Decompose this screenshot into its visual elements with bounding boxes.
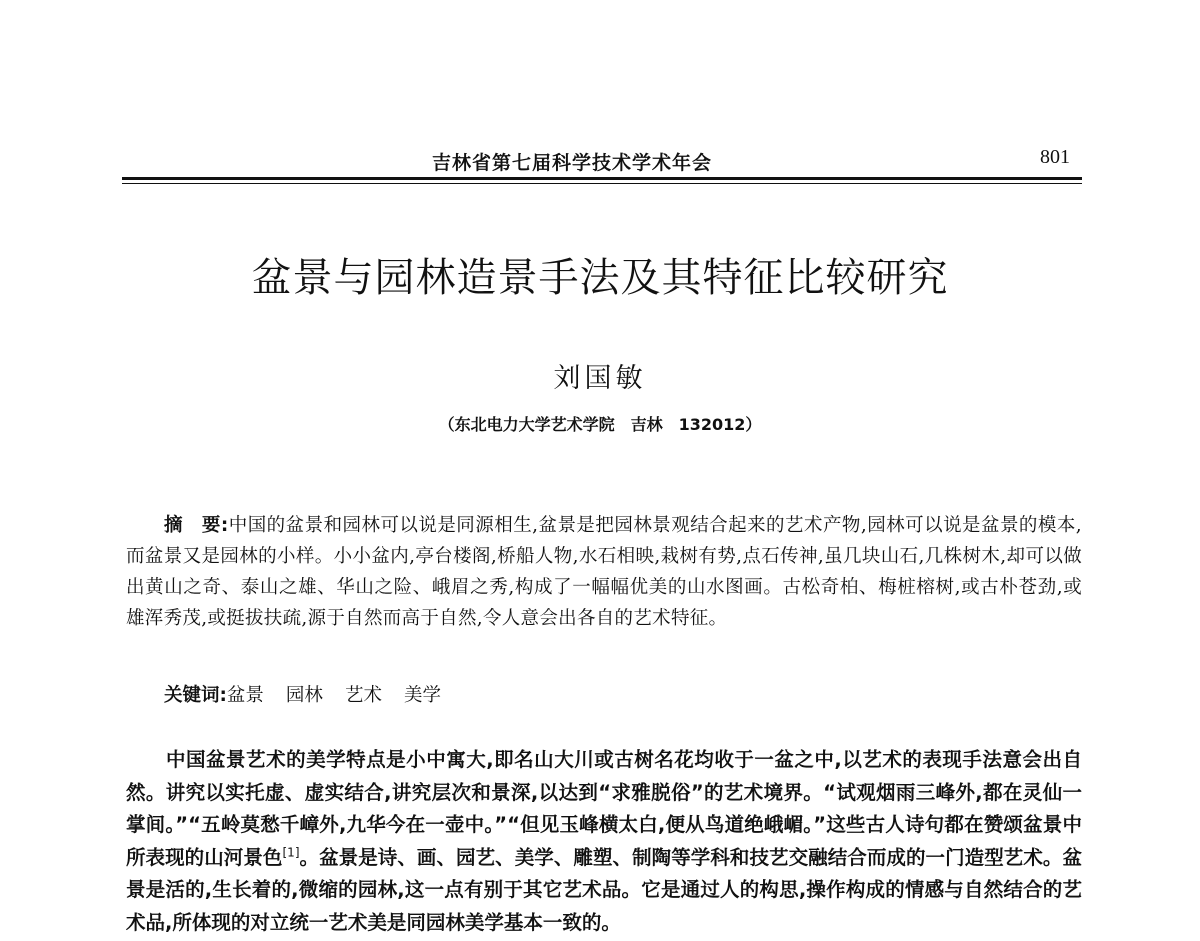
- header-rule-thin: [122, 183, 1082, 184]
- page-number: 801: [1040, 146, 1070, 168]
- running-header: [122, 140, 1082, 180]
- abstract-text: 中国的盆景和园林可以说是同源相生,盆景是把园林景观结合起来的艺术产物,园林可以说是盆景的模本,而盆景又是园林的小样。小小盆内,亭台楼阁,桥船人物,水石相映,栽树有势,点石传神,虽几块山石,几株树木,却可以做出黄山之奇、泰山之雄、华山之险、峨眉之秀,构成了一幅幅优美的山水图画。古松奇柏、梅桩榕树,或古朴苍劲,或雄浑秀茂,或挺拔扶疏,源于自然而高于自然,令人意会出各自的艺术特征。: [126, 515, 1082, 629]
- body-text-part2: 。盆景是诗、画、园艺、美学、雕塑、制陶等学科和技艺交融结合而成的一门造型艺术。盆景是活的,生长着的,微缩的园林,这一点有别于其它艺术品。它是通过人的构思,操作构成的情感与自然结合的艺术品,所体现的对立统一艺术美是同园林美学基本一致的。: [126, 845, 1082, 934]
- keyword: 园林: [285, 685, 323, 706]
- citation-ref: [1]: [282, 845, 300, 859]
- affiliation: （东北电力大学艺术学院 吉林 132012）: [438, 415, 762, 434]
- body-text-part1: 中国盆景艺术的美学特点是小中寓大,即名山大川或古树名花均收于一盆之中,以艺术的表现手法意会出自然。讲究以实托虚、虚实结合,讲究层次和景深,以达到“求雅脱俗”的艺术境界。“试观烟雨三峰外,都在灵仙一掌间。”“五岭莫愁千嶂外,九华今在一壶中。”“但见玉峰横太白,便从鸟道绝峨嵋。”这些古人诗句都在赞颂盆景中所表现的山河景色: [126, 748, 1082, 869]
- journal-name: 吉林省第七届科学技术学术年会: [431, 152, 712, 174]
- keyword: 艺术: [344, 685, 382, 706]
- header-rule-thick: [122, 177, 1082, 180]
- keyword: 盆景: [226, 685, 264, 706]
- keyword: 美学: [403, 685, 441, 706]
- paper-title: 盆景与园林造景手法及其特征比较研究: [251, 255, 949, 301]
- author-name: 刘国敏: [553, 363, 647, 394]
- keywords-label: 关键词:: [164, 685, 227, 706]
- abstract: [126, 510, 1082, 634]
- keywords: [164, 680, 1064, 711]
- body-paragraph: [126, 744, 1082, 939]
- abstract-label: 摘 要:: [164, 515, 229, 536]
